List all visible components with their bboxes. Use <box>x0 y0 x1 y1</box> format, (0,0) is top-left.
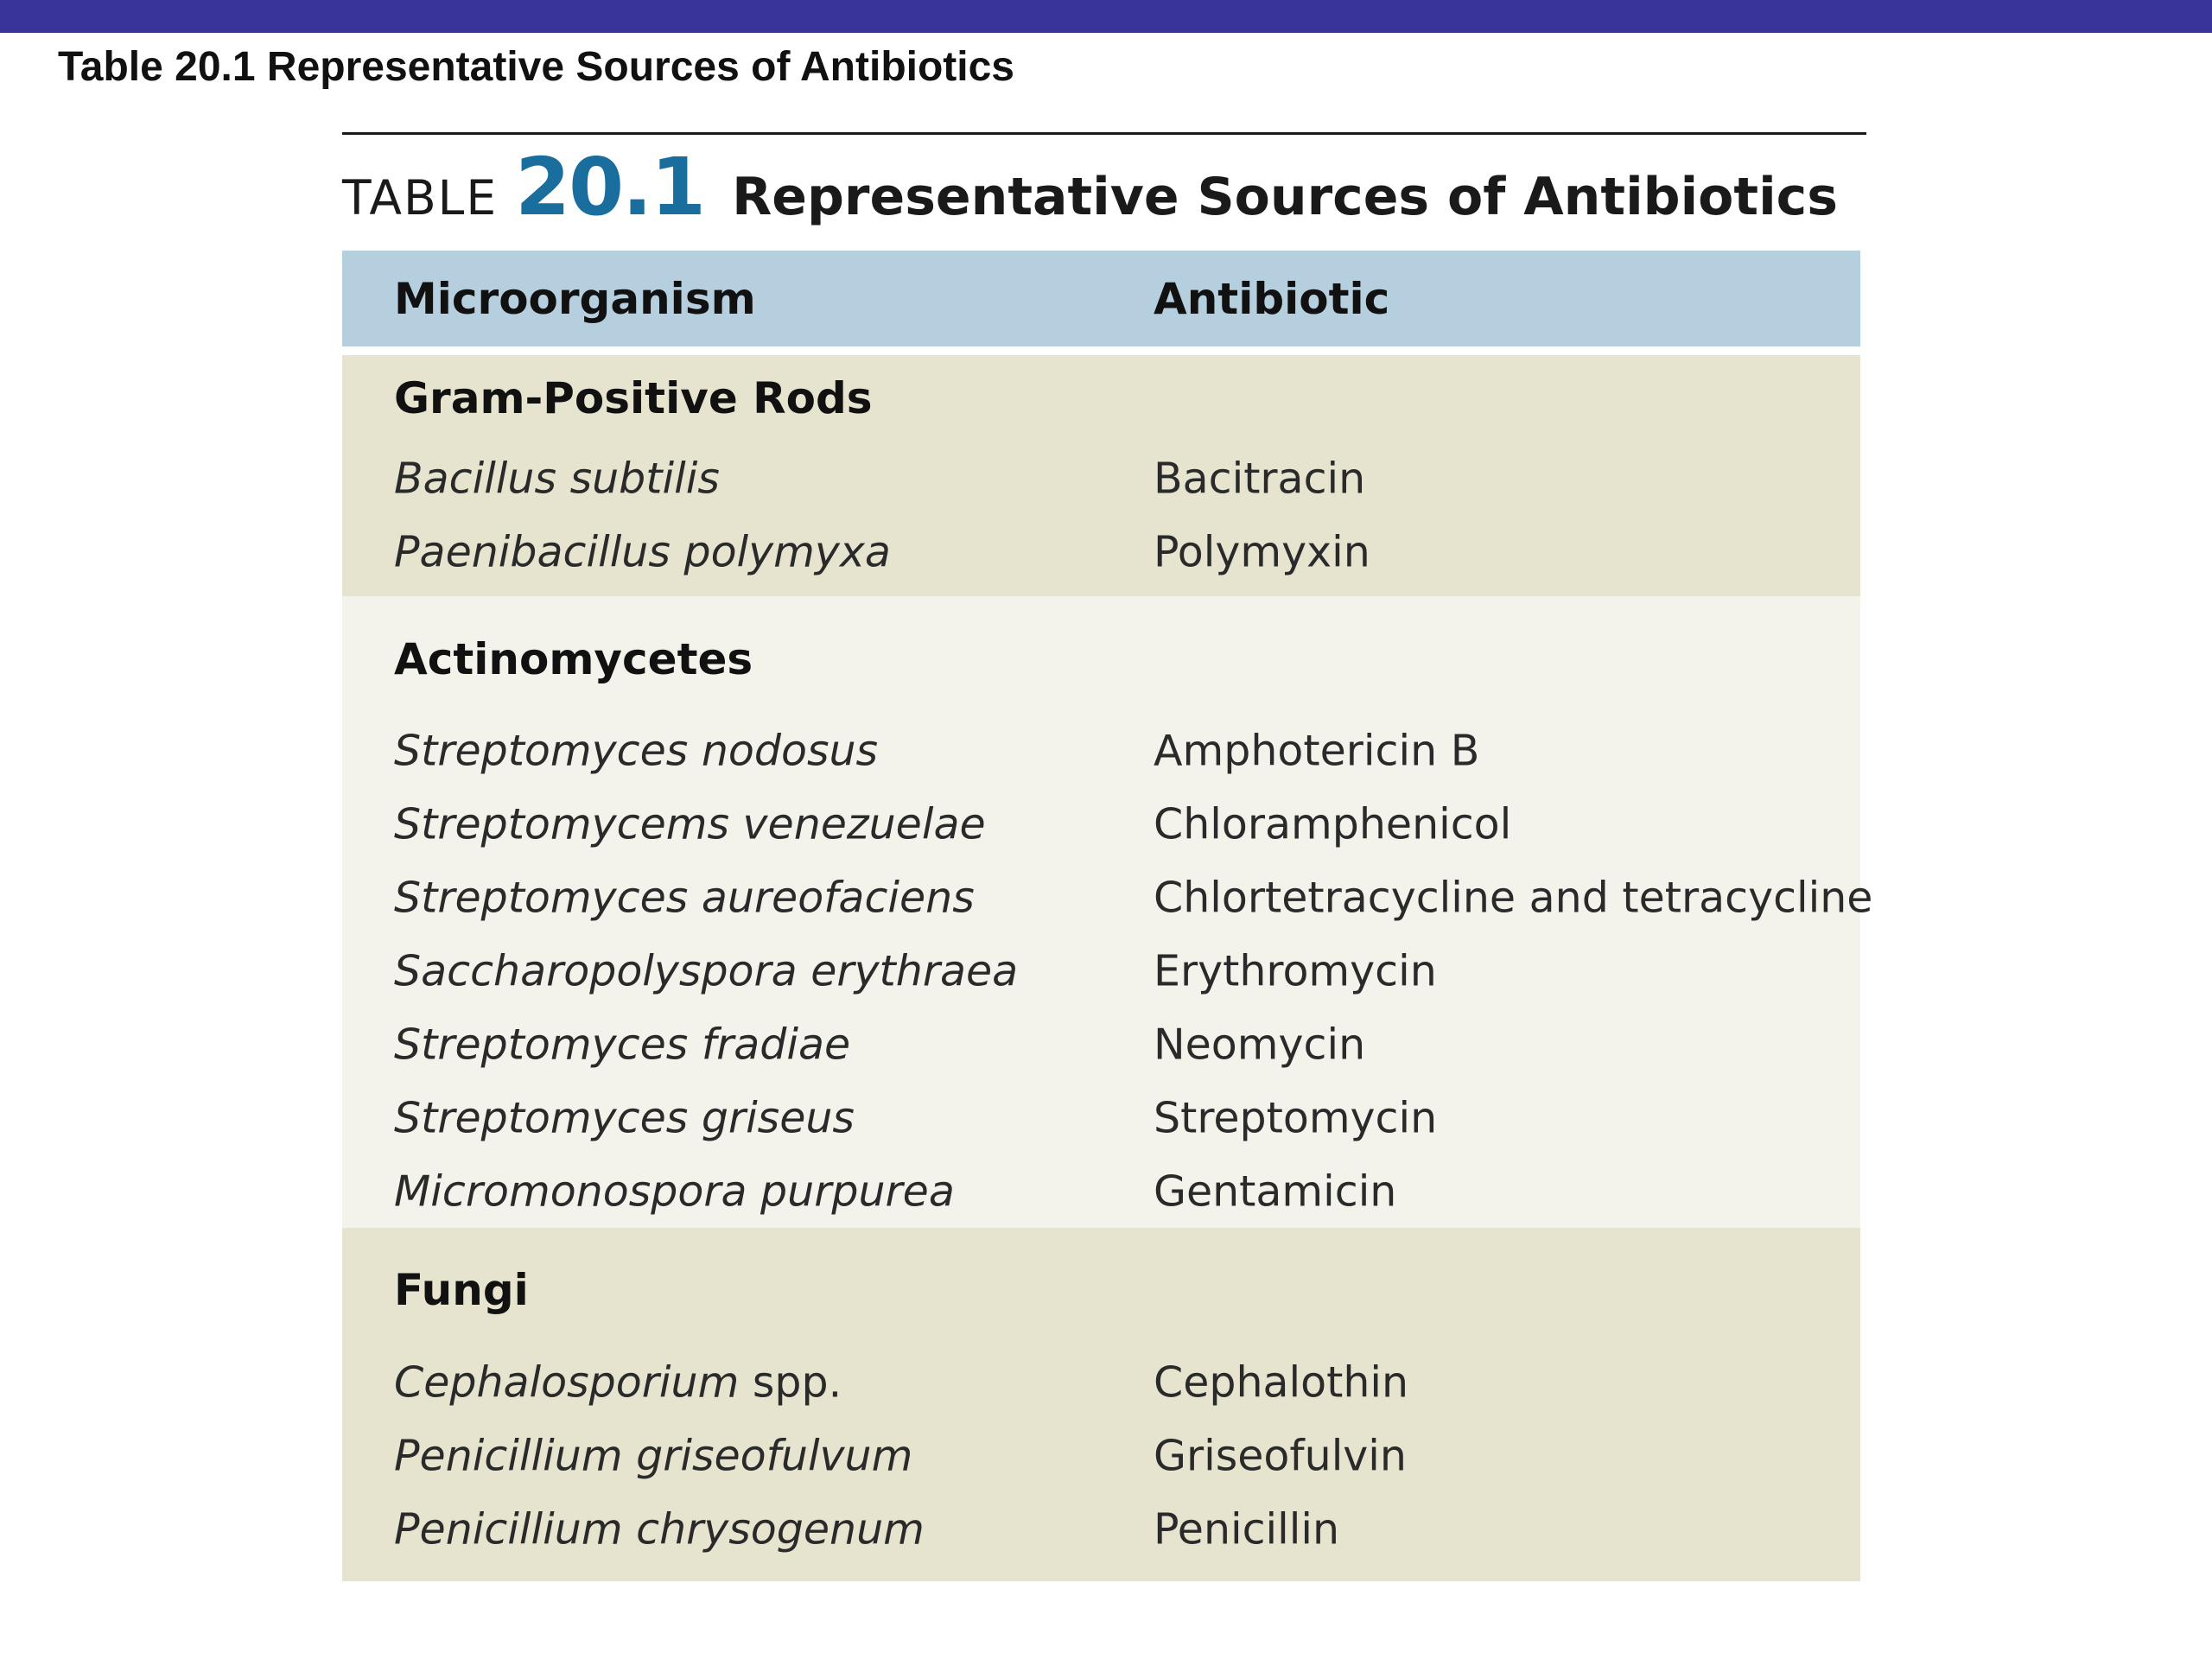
header-antibiotic: Antibiotic <box>1154 273 1390 324</box>
group-actinomycetes <box>342 596 1873 1228</box>
organism-cell: Streptomyces griseus <box>394 1093 855 1142</box>
antibiotic-cell: Chloramphenicol <box>1154 799 1512 849</box>
antibiotic-cell: Bacitracin <box>1154 454 1366 503</box>
table-row <box>342 1492 1860 1566</box>
organism-cell: Streptomycems venezuelae <box>394 799 986 849</box>
antibiotic-cell: Amphotericin B <box>1154 726 1480 775</box>
organism-genus: Cephalosporium <box>394 1357 740 1407</box>
antibiotic-cell: Erythromycin <box>1154 946 1437 995</box>
organism-cell: Micromonospora purpurea <box>394 1166 955 1216</box>
table-row <box>342 1419 1860 1492</box>
antibiotic-cell: Neomycin <box>1154 1020 1366 1069</box>
organism-cell: Paenibacillus polymyxa <box>394 527 891 576</box>
antibiotic-cell: Chlortetracycline and tetracycline <box>1154 873 1873 922</box>
antibiotic-cell: Cephalothin <box>1154 1357 1409 1407</box>
antibiotic-cell: Polymyxin <box>1154 527 1370 576</box>
table-row <box>342 714 1860 787</box>
organism-cell: Penicillium chrysogenum <box>394 1504 925 1554</box>
table-row <box>342 1081 1860 1154</box>
table-row <box>342 1007 1860 1081</box>
table-top-rule <box>342 132 1866 135</box>
table-row <box>342 934 1860 1007</box>
organism-cell: Bacillus subtilis <box>394 454 720 503</box>
group-heading-row <box>342 1228 1860 1345</box>
table-label-number: 20.1 <box>515 141 705 233</box>
table-row <box>342 861 1873 934</box>
slide-title: Table 20.1 Representative Sources of Antibiotics <box>58 44 1014 90</box>
table-row <box>342 1154 1860 1228</box>
table-header-row <box>342 251 1860 346</box>
organism-cell: Saccharopolyspora erythraea <box>394 946 1019 995</box>
table-label-word: TABLE <box>342 170 499 226</box>
antibiotic-cell: Gentamicin <box>1154 1166 1397 1216</box>
organism-suffix: spp. <box>739 1357 842 1407</box>
antibiotic-cell: Streptomycin <box>1154 1093 1438 1142</box>
organism-cell: Streptomyces nodosus <box>394 726 879 775</box>
group-gram-positive-rods <box>342 355 1860 596</box>
table-row <box>342 515 1860 588</box>
antibiotic-cell: Penicillin <box>1154 1504 1340 1554</box>
top-banner-bar <box>0 0 2212 33</box>
table-row <box>342 442 1860 515</box>
table-heading <box>342 141 1838 236</box>
antibiotic-cell: Griseofulvin <box>1154 1431 1407 1480</box>
group-name: Actinomycetes <box>394 634 753 685</box>
organism-cell: Streptomyces fradiae <box>394 1020 851 1069</box>
organism-cell <box>394 1357 842 1407</box>
group-heading-row <box>342 596 1860 714</box>
table-row <box>342 1345 1860 1419</box>
group-fungi <box>342 1228 1860 1581</box>
group-name: Gram-Positive Rods <box>394 373 873 423</box>
organism-cell: Streptomyces aureofaciens <box>394 873 975 922</box>
header-microorganism: Microorganism <box>394 273 756 324</box>
antibiotics-table <box>342 251 1873 1581</box>
group-heading-row <box>342 355 1860 442</box>
table-row <box>342 787 1860 861</box>
table-label-title: Representative Sources of Antibiotics <box>732 167 1838 227</box>
group-name: Fungi <box>394 1265 529 1316</box>
organism-cell: Penicillium griseofulvum <box>394 1431 913 1480</box>
